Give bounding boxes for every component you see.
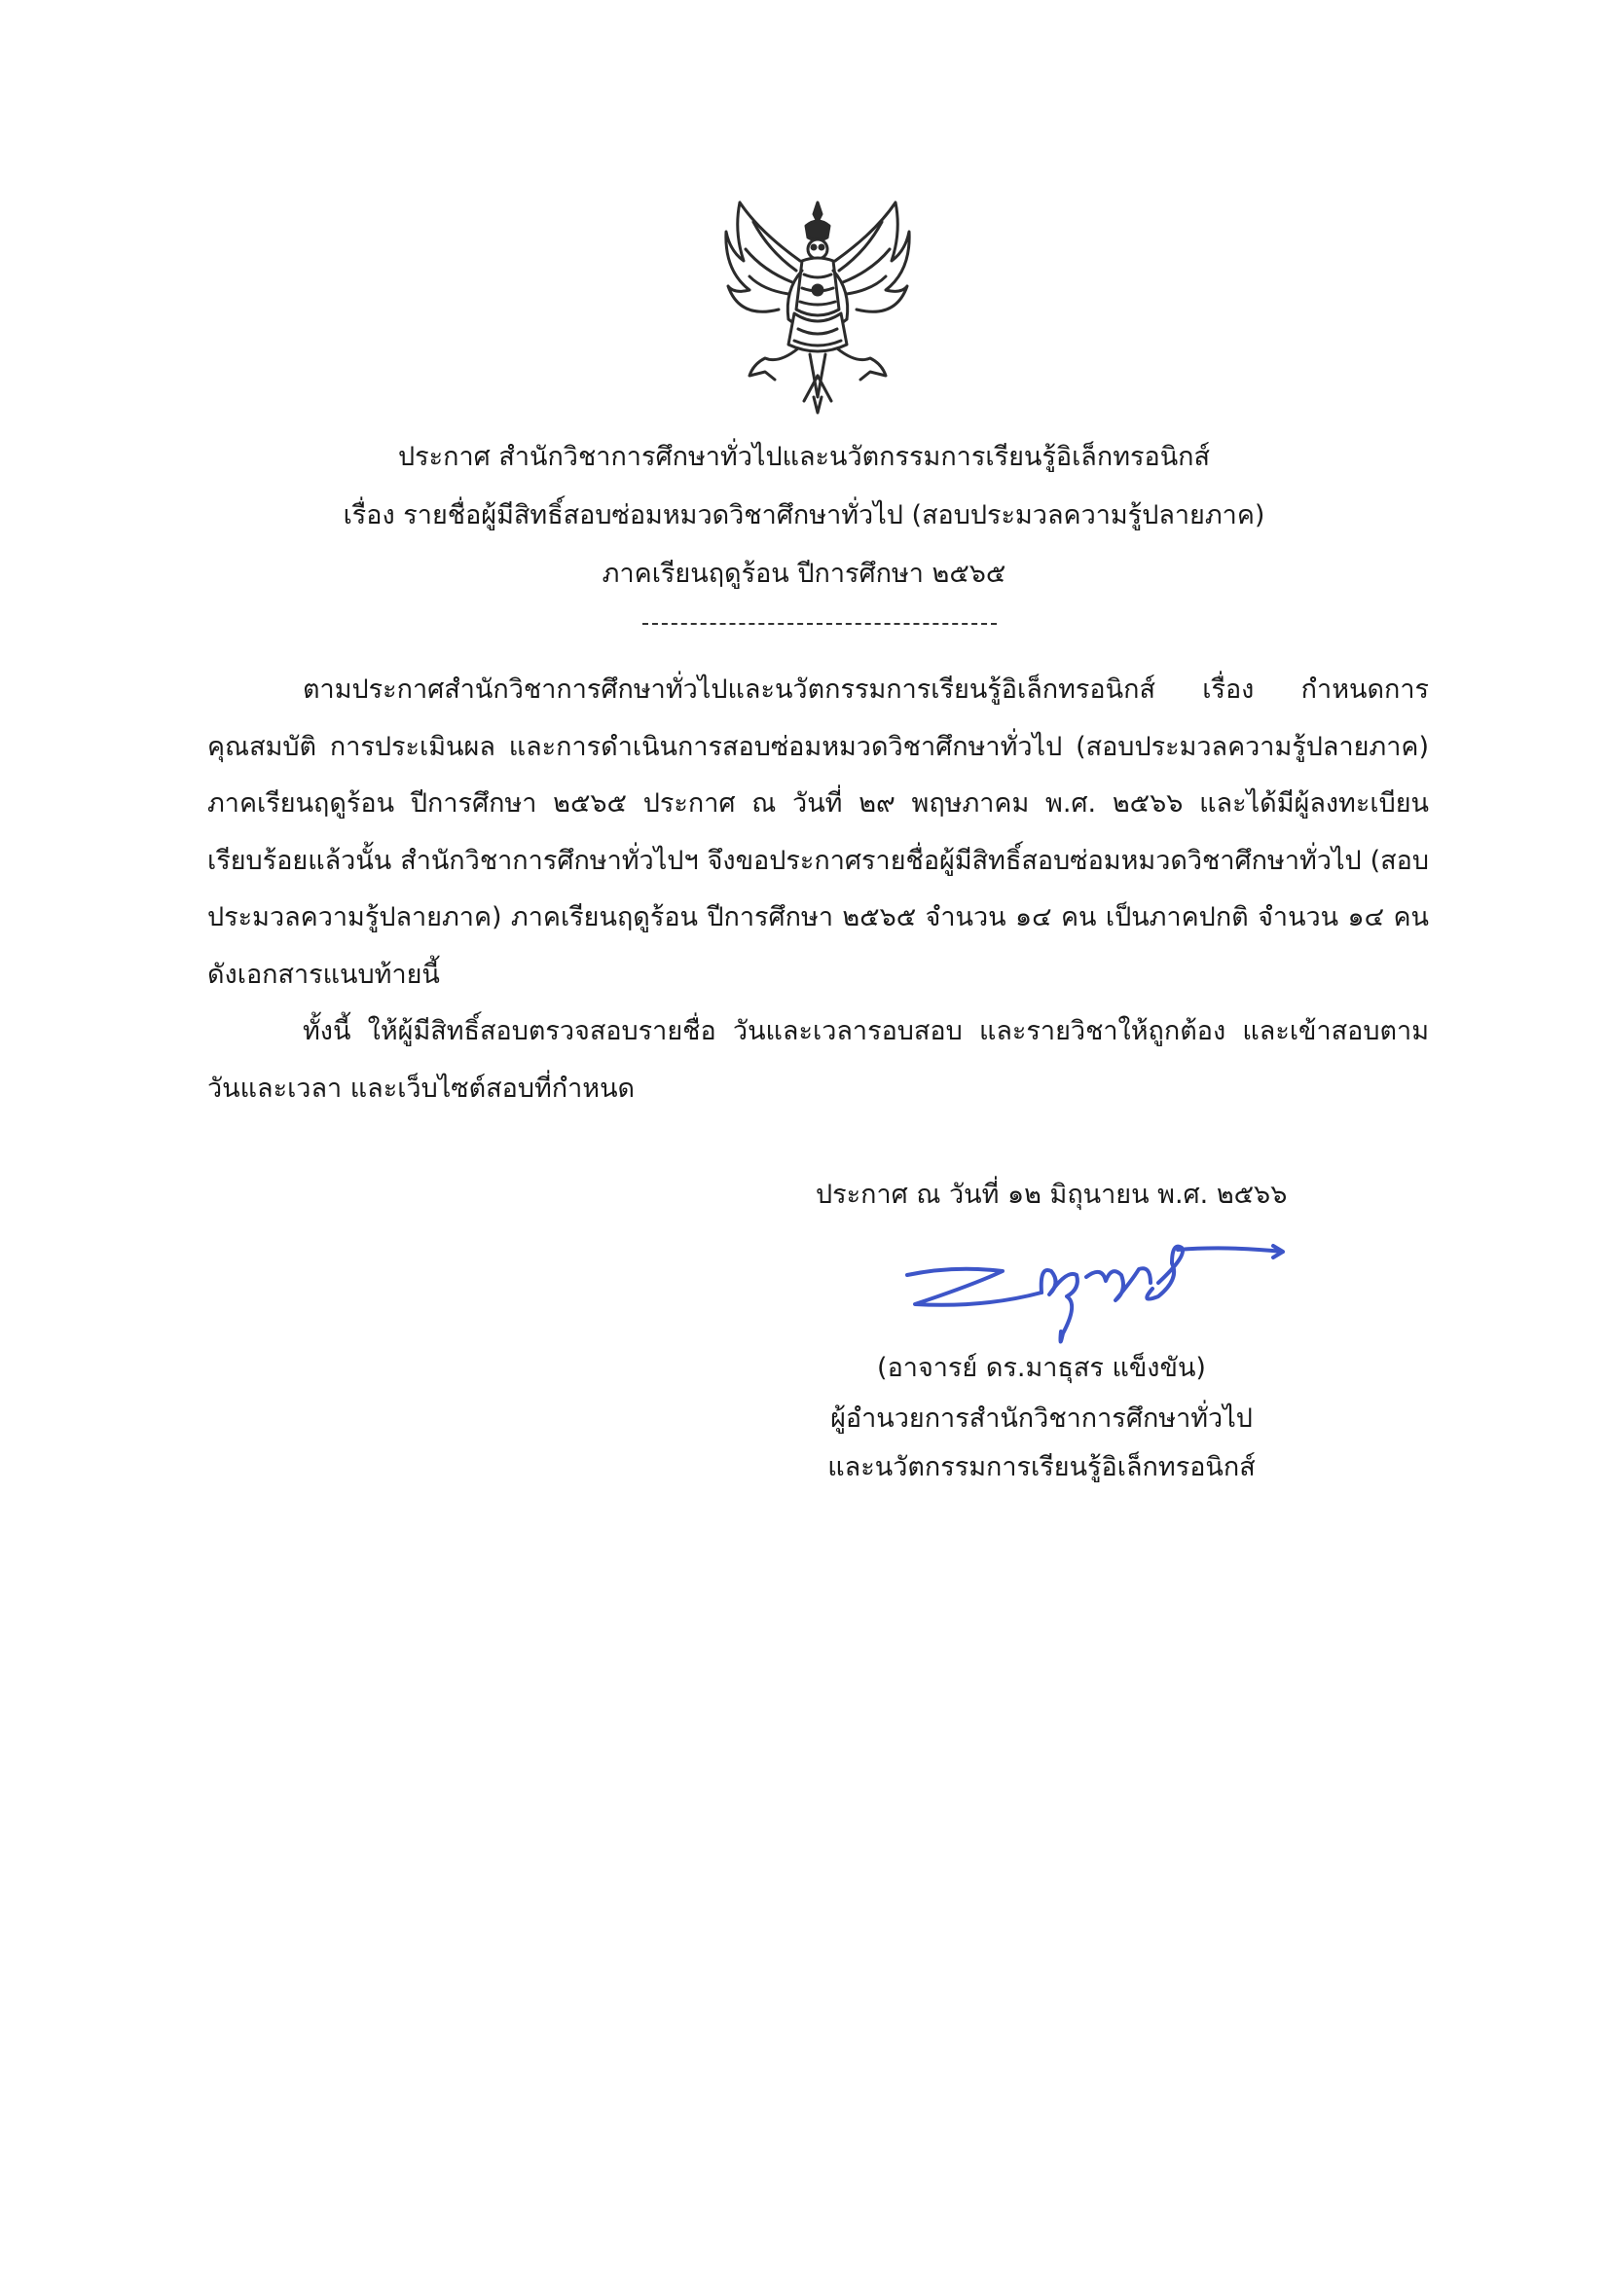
body-paragraph-2 [207,1003,1429,1117]
body-paragraph-1-text: ตามประกาศสำนักวิชาการศึกษาทั่วไปและนวัตกรรมการเรียนรู้อิเล็กทรอนิกส์ เรื่อง กำหนดการ คุณสมบัติ การประเมินผล และการดำเนินการสอบซ่อมหมวดวิชาศึกษาทั่วไป (สอบประมวลความรู้ปลายภาค) ภาคเรียนฤดูร้อน ปีการศึกษา ๒๕๖๕ ประกาศ ณ วันที่ ๒๙ พฤษภาคม พ.ศ. ๒๕๖๖ และได้มีผู้ลงทะเบียน เรียบร้อยแล้วนั้น สำนักวิชาการศึกษาทั่วไปฯ จึงขอประกาศรายชื่อผู้มีสิทธิ์สอบซ่อมหมวดวิชาศึกษาทั่วไป (สอบประมวลความรู้ปลายภาค) ภาคเรียนฤดูร้อน ปีการศึกษา ๒๕๖๕ จำนวน ๑๔ คน เป็นภาคปกติ จำนวน ๑๔ คน ดังเอกสารแนบท้ายนี้ [207,674,1429,990]
signatory-position-line-2: และนวัตกรรมการเรียนรู้อิเล็กทรอนิกส์ [827,1452,1256,1482]
garuda-emblem-icon [720,193,915,417]
announcement-date: ประกาศ ณ วันที่ ๑๒ มิถุนายน พ.ศ. ๒๕๖๖ [816,1180,1288,1210]
body-paragraph-1 [207,662,1429,1003]
announcement-term: ภาคเรียนฤดูร้อน ปีการศึกษา ๒๕๖๕ [602,559,1006,589]
signature-mark [895,1236,1295,1363]
signatory-name: (อาจารย์ ดร.มาธุสร แข็งขัน) [877,1353,1206,1383]
header-divider [642,623,997,625]
announcement-subject: เรื่อง รายชื่อผู้มีสิทธิ์สอบซ่อมหมวดวิชาศึกษาทั่วไป (สอบประมวลความรู้ปลายภาค) [343,500,1265,530]
announcement-heading: ประกาศ สำนักวิชาการศึกษาทั่วไปและนวัตกรรมการเรียนรู้อิเล็กทรอนิกส์ [397,442,1210,472]
signatory-position-line-1: ผู้อำนวยการสำนักวิชาการศึกษาทั่วไป [830,1403,1253,1434]
body-paragraph-2-text: ทั้งนี้ ให้ผู้มีสิทธิ์สอบตรวจสอบรายชื่อ วันและเวลารอบสอบ และรายวิชาให้ถูกต้อง และเข้าสอบตาม วันและเวลา และเว็บไซต์สอบที่กำหนด [207,1016,1429,1104]
